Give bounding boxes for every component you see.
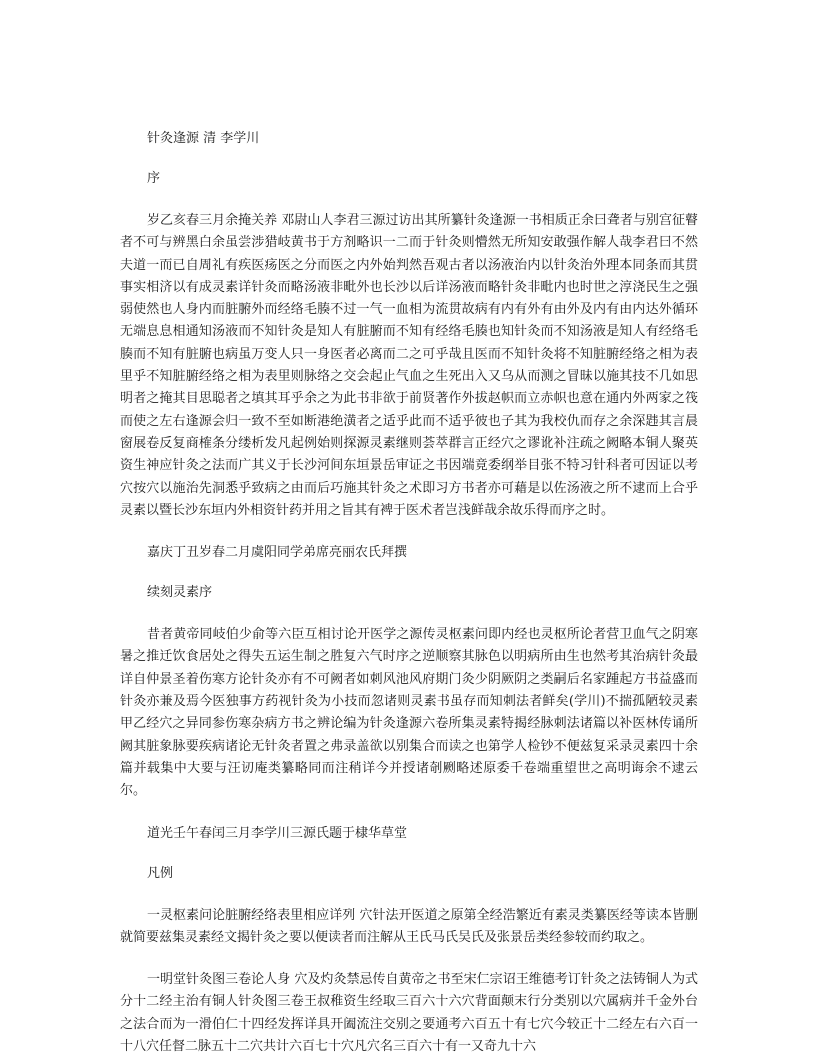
document-page bbox=[120, 128, 698, 1058]
fanli-item-2: 一明堂针灸图三卷论人身 穴及灼灸禁忌传自黄帝之书至宋仁宗诏王维德考订针灸之法铸铜人为式分十二经主治有铜人针灸图三卷王叔稚资生经取三百六十六穴背面颠末行分类别以穴属病并千金外台之法合而为一滑伯仁十四经发挥详具开阖流注交别之要通考六百五十有七穴今较正十二经左右六百一十八穴任督二脉五十二穴共计六百七十穴凡穴名三百六十有一又奇九十六 bbox=[120, 972, 698, 1055]
fanli-item-1: 一灵枢素问论脏腑经络表里相应详列 穴针法开医道之原第全经浩繁近有素灵类纂医经等读本皆删就简要兹集灵素经文揭针灸之要以便读者而注解从王氏马氏吴氏及张景岳类经参较而约取之。 bbox=[120, 907, 698, 945]
sequel-preface-heading: 续刻灵素序 bbox=[147, 585, 213, 601]
fanli-heading: 凡例 bbox=[147, 865, 174, 881]
sequel-preface-body: 昔者黄帝同岐伯少俞等六臣互相讨论开医学之源传灵枢素问即内经也灵枢所论者营卫血气之阴寒暑之推迁饮食居处之得失五运生制之胜复六气时序之逆顺察其脉色以明病所由生也然考其治病针灸最详自仲景圣着伤寒方论针灸亦有不可阙者如刺风池风府期门灸少阴厥阴之类嗣后名家踵起方书益盛而针灸亦兼及焉今医独事方药视针灸为小技而忽诸则灵素书虽存而知刺法者鲜矣(学川)不揣孤陋较灵素甲乙经穴之异同参伤寒杂病方书之辨论编为针灸逢源六卷所集灵素特揭经脉刺法诸篇以补医林传诵所阙其脏象脉要疾病诸论无针灸者置之弗录盖欲以别集合而读之也第学人检钞不便兹复采录灵素四十余篇并载集中大要与汪讱庵类纂略同而注稍详今并授诸剞劂略述原委千卷端重望世之高明诲余不逮云尔。 bbox=[120, 627, 698, 799]
book-title-line: 针灸逢源 清 李学川 bbox=[147, 131, 260, 146]
preface-body: 岁乙亥春三月余掩关养 邓尉山人李君三源过访出其所纂针灸逢源一书相质正余曰聋者与别宫征瞽者不可与辨黑白余虽尝涉猎岐黄书于方剂略识一二而于针灸则懵然无所知安敢强作解人哉李君曰不然夫道一而已自周礼有疾医疡医之分而医之内外始判然吾观古者以汤液治内以针灸治外理本同条而其贯事实相济以有成灵素详针灸而略汤液非毗外也长沙以后详汤液而略针灸非毗内也时世之淳浇民生之强弱使然也人身内而脏腑外而经络毛腠不过一气一血相为流贯故病有内有外有由外及内有由内达外循环无端息息相通知汤液而不知针灸是知人有脏腑而不知有经络毛腠也知针灸而不知汤液是知人有经络毛腠而不知有脏腑也病虽万变人只一身医者必离而二之可乎哉且医而不知针灸将不知脏腑经络之相为表里乎不知脏腑经络之相为表里则脉络之交会起止气血之生死出入又乌从而测之冒昧以施其技不几如思明者之掩其目思聪者之填其耳乎余之为此书非欲于前贤著作外拔赵帜而立赤帜也意在通内外两家之筏而使之左右逢源会归一致不至如断港绝潢者之适乎此而不适乎彼也子其为我校仇而存之余深韪其言晨窗展卷反复商榷条分缕析发凡起例始则探源灵素继则荟萃群言正经穴之谬讹补注疏之阙略本铜人聚英资生神应针灸之法而广其义于长沙河间东垣景岳审证之书因端竟委纲举目张不特习针科者可因证以考穴按穴以施治先洞悉乎致病之由而后巧施其针灸之术即习方书者亦可藉是以佐汤液之所不逮而上合乎灵素以暨长沙东垣内外相资针药并用之旨其有裨于医术者岂浅鲜哉余故乐得而序之时。 bbox=[120, 213, 698, 518]
preface-heading: 序 bbox=[147, 171, 161, 186]
sequel-preface-signature: 道光壬午春闰三月李学川三源氏题于棣华草堂 bbox=[147, 825, 408, 841]
preface-signature: 嘉庆丁丑岁春二月虞阳同学弟席亮丽农氏拜撰 bbox=[147, 545, 408, 561]
